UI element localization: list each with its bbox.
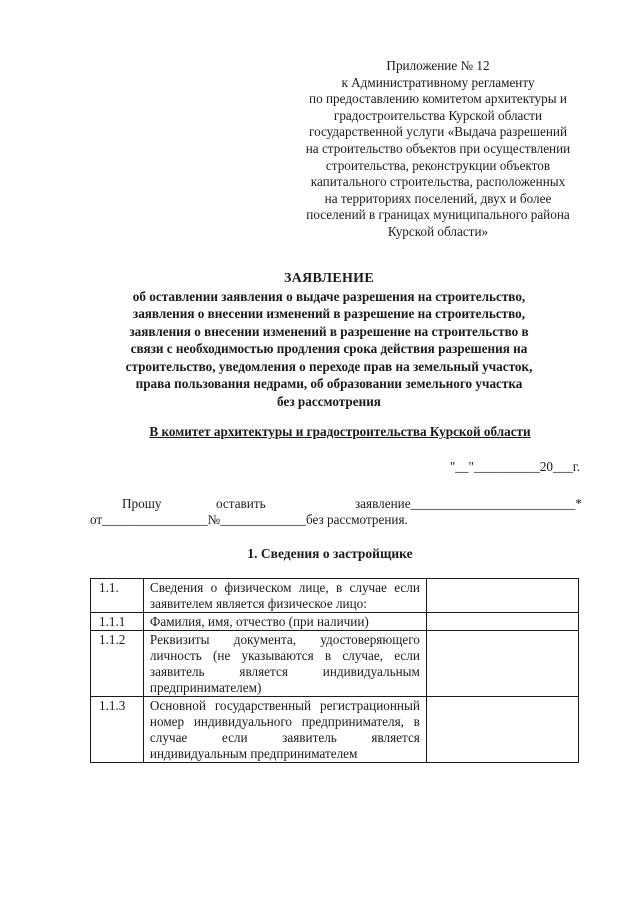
row-description: Основной государственный регистрационный номер индивидуального предпринимателя, в случае если заявитель является индивидуальным предпринимателем [143, 697, 426, 763]
row-value-cell[interactable] [426, 613, 578, 631]
annex-line: капитального строительства, расположенных [310, 174, 566, 190]
annex-line: строительства, реконструкции объектов [325, 157, 551, 173]
title-line: строительство, уведомления о переходе прав на земельный участок, [125, 358, 533, 374]
annex-line: Курской области» [387, 223, 489, 239]
row-description: Сведения о физическом лице, в случае если заявителем является физическое лицо: [143, 579, 426, 613]
annex-line: Приложение № 12 [386, 58, 490, 73]
row-number: 1.1.3 [91, 697, 144, 763]
date-field: "__"__________20___г. [449, 459, 580, 474]
addressee: В комитет архитектуры и градостроительства Курской области [149, 424, 531, 439]
row-number: 1.1. [91, 579, 144, 613]
table-row [91, 697, 579, 763]
title-line: без рассмотрения [277, 393, 381, 409]
annex-line: на территориях поселений, двух и более [324, 190, 552, 206]
row-description: Реквизиты документа, удостоверяющего личность (не указываются в случае, если заявитель является индивидуальным предпринимателем) [143, 631, 426, 697]
row-value-cell[interactable] [426, 697, 578, 763]
annex-line: по предоставлению комитетом архитектуры и [309, 91, 567, 107]
title-heading: ЗАЯВЛЕНИЕ [283, 271, 374, 286]
row-number: 1.1.2 [91, 631, 144, 697]
application-field: заявление_________________________* [354, 496, 582, 511]
table-row [91, 613, 579, 631]
annex-line: государственной услуги «Выдача разрешений [308, 124, 568, 140]
developer-info-table [90, 578, 579, 763]
table-row [91, 631, 579, 697]
annex-line: поселений в границах муниципального района [306, 207, 570, 223]
request-word: Прошу [122, 496, 162, 511]
title-line: заявления о внесении изменений в разрешение на строительство в [129, 323, 529, 339]
annex-line: на строительство объектов при осуществлении [305, 140, 571, 156]
request-line-2: от________________№_____________без рассмотрения. [90, 512, 408, 527]
request-word: оставить [216, 496, 266, 511]
title-line: заявления о внесении изменений в разрешение на строительство, [132, 306, 526, 321]
row-value-cell[interactable] [426, 631, 578, 697]
table-row [91, 579, 579, 613]
row-number: 1.1.1 [91, 613, 144, 631]
annex-header [295, 58, 581, 241]
section-title: 1. Сведения о застройщике [247, 546, 413, 561]
row-description: Фамилия, имя, отчество (при наличии) [143, 613, 426, 631]
title-line: об оставлении заявления о выдаче разрешения на строительство, [132, 288, 526, 304]
annex-line: к Административному регламенту [341, 74, 535, 90]
document-title [80, 270, 578, 410]
row-value-cell[interactable] [426, 579, 578, 613]
title-line: права пользования недрами, об образовании земельного участка [135, 376, 523, 391]
annex-line: градостроительства Курской области [333, 107, 543, 123]
title-line: связи с необходимостью продления срока действия разрешения на [130, 341, 528, 356]
